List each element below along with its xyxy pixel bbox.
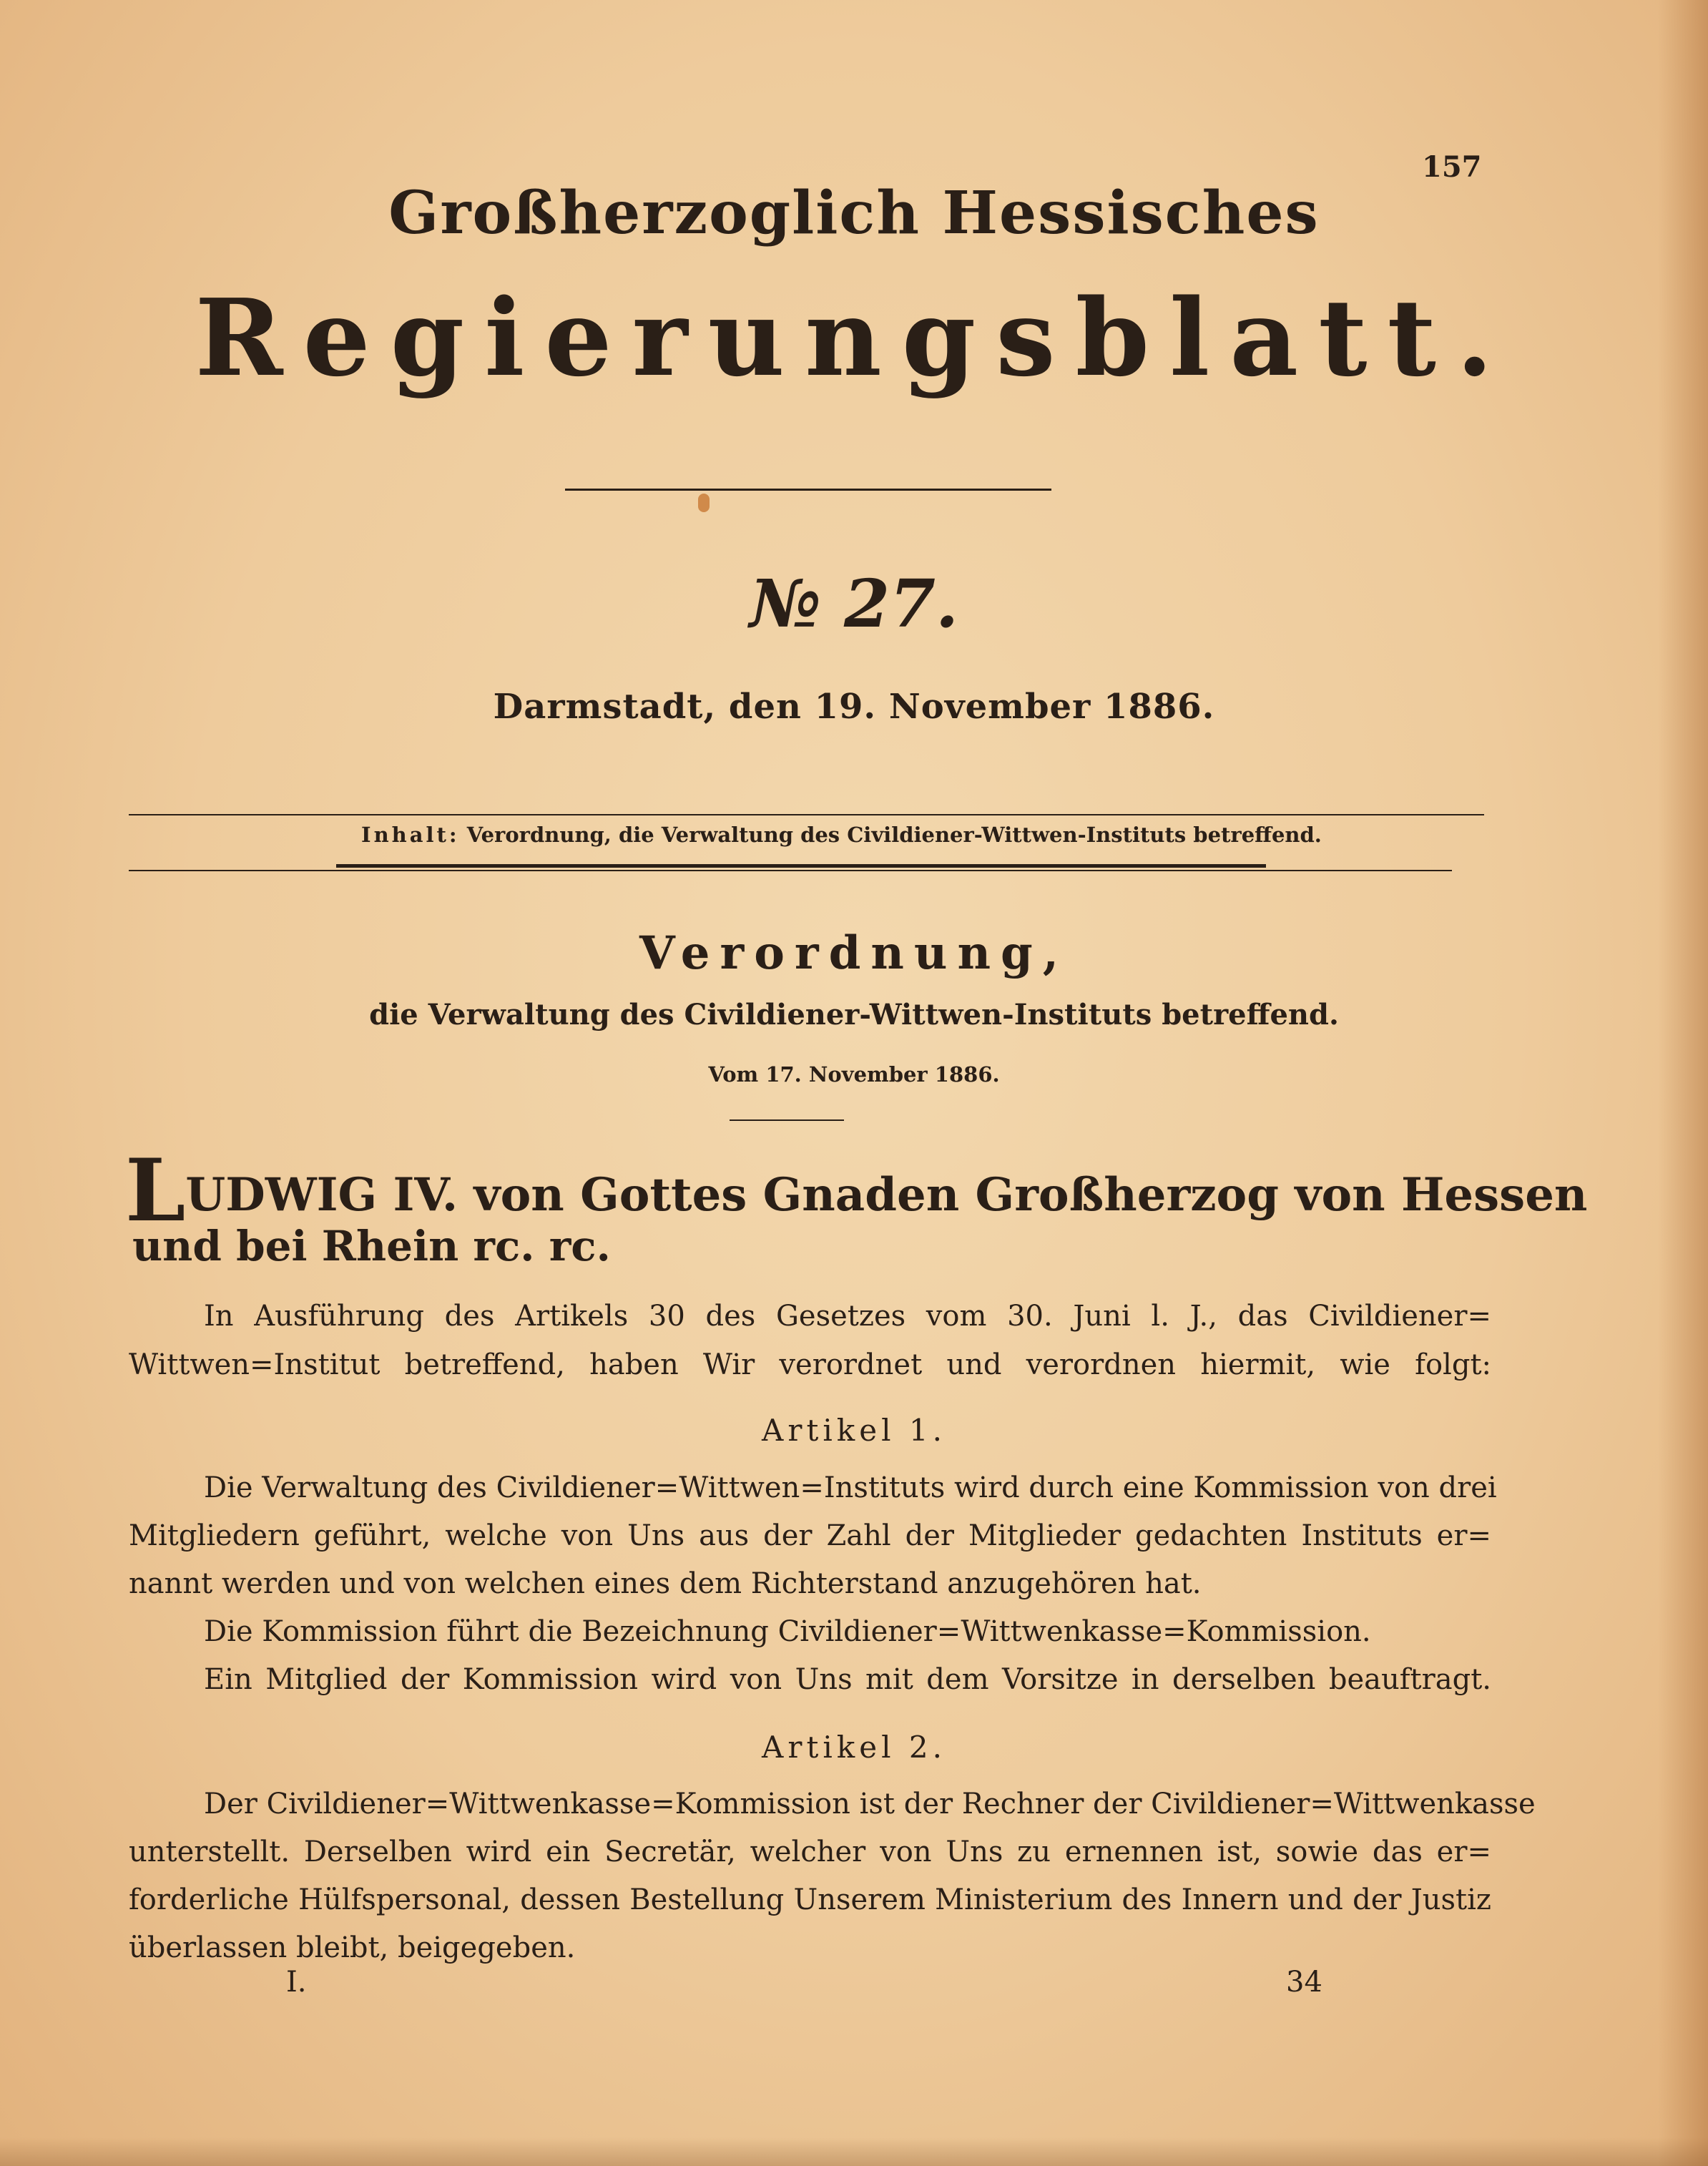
masthead-title: Regierungsblatt. [195, 275, 1513, 400]
article-line: Die Kommission führt die Bezeichnung Civildiener=Wittwenkasse=Kommission. [204, 1615, 1371, 1648]
signature-mark: I. [286, 1966, 307, 1999]
drop-initial: L [125, 1140, 186, 1241]
decree-date: Vom 17. November 1886. [708, 1062, 1000, 1087]
page-number: 157 [1422, 150, 1482, 184]
issue-date: Darmstadt, den 19. November 1886. [493, 687, 1215, 727]
intro-line: In Ausführung des Artikels 30 des Gesetzes vom 30. Juni l. J., das Civildiener= [204, 1300, 1491, 1333]
masthead-rule [565, 489, 1051, 491]
preamble-line2: und bei Rhein rc. rc. [132, 1222, 611, 1270]
page-edge-shadow-bottom [0, 2137, 1708, 2166]
decree-divider [730, 1119, 844, 1121]
article-line: unterstellt. Derselben wird ein Secretär, welcher von Uns zu ernennen ist, sowie das er= [129, 1836, 1491, 1868]
ink-spot [698, 494, 710, 512]
contents-rule-bottom-thin [129, 870, 1452, 871]
article-line: Ein Mitglied der Kommission wird von Uns mit dem Vorsitze in derselben beauftragt. [204, 1663, 1491, 1696]
contents-label: Inhalt: [361, 823, 460, 847]
contents-line [361, 823, 1322, 847]
sheet-number: 34 [1286, 1966, 1322, 1999]
article-line: Mitgliedern geführt, welche von Uns aus der Zahl der Mitglieder gedachten Instituts er= [129, 1519, 1491, 1552]
article-line: Der Civildiener=Wittwenkasse=Kommission ist der Rechner der Civildiener=Wittwenkasse [204, 1788, 1536, 1820]
intro-line: Wittwen=Institut betreffend, haben Wir verordnet und verordnen hiermit, wie folgt: [129, 1348, 1491, 1381]
article-line: überlassen bleibt, beigegeben. [129, 1931, 576, 1964]
article-line: forderliche Hülfspersonal, dessen Bestellung Unserem Ministerium des Innern und der Justiz [129, 1883, 1491, 1916]
contents-text: Verordnung, die Verwaltung des Civildiener-Wittwen-Instituts betreffend. [466, 823, 1322, 847]
article-line: nannt werden und von welchen eines dem Richterstand anzugehören hat. [129, 1567, 1202, 1600]
masthead-line1: Großherzoglich Hessisches [388, 179, 1320, 248]
preamble-line1 [125, 1140, 1588, 1241]
contents-rule-top [129, 814, 1484, 815]
decree-title: Verordnung, [639, 926, 1069, 980]
issue-number: № 27. [749, 565, 959, 642]
article-heading: Artikel 2. [762, 1730, 946, 1765]
contents-rule-bottom-thick [336, 864, 1266, 868]
article-line: Die Verwaltung des Civildiener=Wittwen=Instituts wird durch eine Kommission von drei [204, 1471, 1497, 1504]
preamble-line1-text: UDWIG IV. von Gottes Gnaden Großherzog von Hessen [185, 1168, 1588, 1222]
decree-subtitle: die Verwaltung des Civildiener-Wittwen-Instituts betreffend. [369, 998, 1339, 1031]
article-heading: Artikel 1. [762, 1413, 946, 1448]
